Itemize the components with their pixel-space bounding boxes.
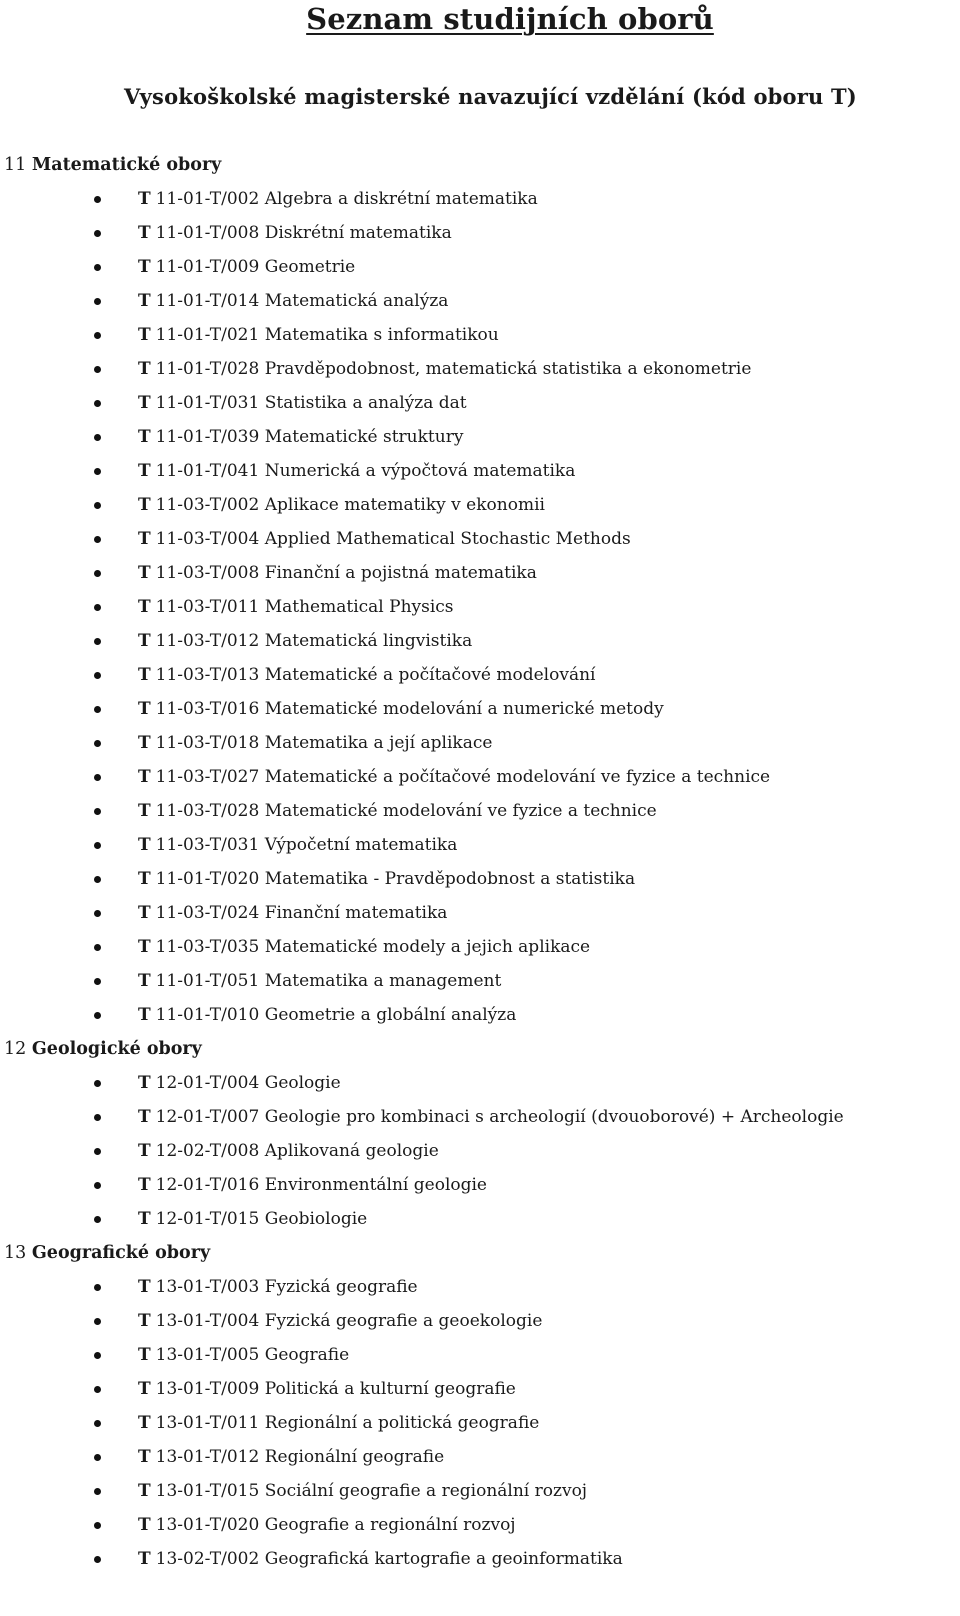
field-name: Aplikovaná geologie [264, 1141, 439, 1161]
list-item [4, 1372, 956, 1406]
field-prefix: T [138, 835, 151, 855]
field-prefix: T [138, 325, 151, 345]
field-prefix: T [138, 1481, 151, 1501]
field-code: 12-02-T/008 [155, 1141, 260, 1161]
field-name: Geologie [264, 1073, 341, 1093]
bullet-icon [94, 264, 101, 271]
list-item [4, 692, 956, 726]
field-name: Geografie a regionální rozvoj [264, 1515, 516, 1535]
group-heading [4, 1032, 956, 1066]
field-prefix: T [138, 1005, 151, 1025]
field-name: Matematické modelování ve fyzice a technice [264, 801, 657, 821]
bullet-icon [94, 842, 101, 849]
group-number: 12 [4, 1039, 27, 1059]
field-name: Regionální geografie [264, 1447, 445, 1467]
field-prefix: T [138, 903, 151, 923]
list-item [4, 1542, 956, 1576]
field-name: Finanční a pojistná matematika [264, 563, 537, 583]
field-prefix: T [138, 223, 151, 243]
field-prefix: T [138, 1345, 151, 1365]
list-item [4, 1270, 956, 1304]
list-item [4, 1100, 956, 1134]
field-prefix: T [138, 665, 151, 685]
bullet-icon [94, 1080, 101, 1087]
field-prefix: T [138, 1073, 151, 1093]
bullet-icon [94, 400, 101, 407]
list-item [4, 930, 956, 964]
field-code: 11-01-T/014 [155, 291, 260, 311]
bullet-icon [94, 1148, 101, 1155]
field-code: 11-01-T/031 [155, 393, 260, 413]
field-list [4, 182, 956, 1032]
field-code: 13-01-T/015 [155, 1481, 260, 1501]
field-name: Matematické a počítačové modelování ve fyzice a technice [264, 767, 771, 787]
field-code: 11-03-T/016 [155, 699, 260, 719]
field-name: Algebra a diskrétní matematika [264, 189, 538, 209]
field-name: Matematické struktury [264, 427, 464, 447]
field-code: 11-01-T/021 [155, 325, 260, 345]
field-code: 11-03-T/004 [155, 529, 260, 549]
field-code: 13-01-T/011 [155, 1413, 260, 1433]
field-name: Finanční matematika [264, 903, 448, 923]
field-prefix: T [138, 495, 151, 515]
field-name: Numerická a výpočtová matematika [264, 461, 576, 481]
page-title: Seznam studijních oborů [306, 2, 714, 36]
field-prefix: T [138, 461, 151, 481]
list-item [4, 862, 956, 896]
field-prefix: T [138, 563, 151, 583]
field-prefix: T [138, 1107, 151, 1127]
bullet-icon [94, 502, 101, 509]
field-name: Geobiologie [264, 1209, 368, 1229]
field-name: Matematické a počítačové modelování [264, 665, 596, 685]
field-code: 11-01-T/009 [155, 257, 260, 277]
list-item [4, 182, 956, 216]
field-name: Applied Mathematical Stochastic Methods [264, 529, 631, 549]
bullet-icon [94, 978, 101, 985]
field-name: Environmentální geologie [264, 1175, 487, 1195]
field-prefix: T [138, 291, 151, 311]
field-prefix: T [138, 733, 151, 753]
list-item [4, 318, 956, 352]
field-name: Matematická analýza [264, 291, 449, 311]
bullet-icon [94, 1386, 101, 1393]
field-prefix: T [138, 597, 151, 617]
field-prefix: T [138, 767, 151, 787]
field-code: 11-01-T/039 [155, 427, 260, 447]
field-prefix: T [138, 1311, 151, 1331]
field-name: Matematické modely a jejich aplikace [264, 937, 591, 957]
list-item [4, 1134, 956, 1168]
bullet-icon [94, 1522, 101, 1529]
bullet-icon [94, 1420, 101, 1427]
field-name: Geometrie [264, 257, 356, 277]
field-prefix: T [138, 1413, 151, 1433]
field-name: Mathematical Physics [264, 597, 454, 617]
bullet-icon [94, 1182, 101, 1189]
bullet-icon [94, 672, 101, 679]
list-item [4, 1202, 956, 1236]
field-name: Matematika a management [264, 971, 502, 991]
field-prefix: T [138, 1447, 151, 1467]
list-item [4, 1440, 956, 1474]
list-item [4, 420, 956, 454]
field-code: 11-03-T/027 [155, 767, 260, 787]
list-item [4, 1066, 956, 1100]
bullet-icon [94, 1284, 101, 1291]
bullet-icon [94, 740, 101, 747]
list-item [4, 1168, 956, 1202]
bullet-icon [94, 1556, 101, 1563]
bullet-icon [94, 230, 101, 237]
field-name: Matematická lingvistika [264, 631, 473, 651]
field-code: 13-01-T/012 [155, 1447, 260, 1467]
field-name: Geografie [264, 1345, 350, 1365]
page-subtitle: Vysokoškolské magisterské navazující vzdělání (kód oboru T) [124, 84, 857, 109]
field-name: Geologie pro kombinaci s archeologií (dvouoborové) + Archeologie [264, 1107, 844, 1127]
bullet-icon [94, 774, 101, 781]
group-name: Matematické obory [31, 155, 222, 175]
field-code: 11-03-T/013 [155, 665, 260, 685]
field-prefix: T [138, 1141, 151, 1161]
list-item [4, 352, 956, 386]
field-name: Regionální a politická geografie [264, 1413, 540, 1433]
field-prefix: T [138, 801, 151, 821]
bullet-icon [94, 638, 101, 645]
field-name: Výpočetní matematika [264, 835, 458, 855]
field-prefix: T [138, 359, 151, 379]
field-name: Diskrétní matematika [264, 223, 452, 243]
field-code: 11-03-T/011 [155, 597, 260, 617]
list-item [4, 658, 956, 692]
field-prefix: T [138, 393, 151, 413]
field-name: Matematické modelování a numerické metody [264, 699, 664, 719]
field-code: 11-03-T/002 [155, 495, 260, 515]
field-prefix: T [138, 1549, 151, 1569]
field-name: Fyzická geografie a geoekologie [264, 1311, 543, 1331]
field-prefix: T [138, 529, 151, 549]
bullet-icon [94, 910, 101, 917]
bullet-icon [94, 1114, 101, 1121]
field-prefix: T [138, 937, 151, 957]
list-item [4, 794, 956, 828]
field-code: 11-03-T/028 [155, 801, 260, 821]
bullet-icon [94, 1352, 101, 1359]
field-code: 11-01-T/008 [155, 223, 260, 243]
bullet-icon [94, 196, 101, 203]
list-item [4, 1338, 956, 1372]
field-name: Aplikace matematiky v ekonomii [264, 495, 545, 515]
field-name: Geografická kartografie a geoinformatika [264, 1549, 623, 1569]
bullet-icon [94, 706, 101, 713]
field-name: Statistika a analýza dat [264, 393, 467, 413]
field-list [4, 1066, 956, 1236]
study-fields-list [4, 148, 956, 1576]
field-prefix: T [138, 1515, 151, 1535]
list-item [4, 726, 956, 760]
list-item [4, 998, 956, 1032]
list-item [4, 454, 956, 488]
list-item [4, 1508, 956, 1542]
field-code: 11-01-T/020 [155, 869, 260, 889]
field-prefix: T [138, 1277, 151, 1297]
bullet-icon [94, 1488, 101, 1495]
list-item [4, 522, 956, 556]
field-code: 11-01-T/028 [155, 359, 260, 379]
field-code: 11-01-T/051 [155, 971, 260, 991]
bullet-icon [94, 468, 101, 475]
list-item [4, 488, 956, 522]
group-heading [4, 148, 956, 182]
list-item [4, 386, 956, 420]
bullet-icon [94, 1012, 101, 1019]
field-code: 12-01-T/007 [155, 1107, 260, 1127]
field-name: Matematika a její aplikace [264, 733, 493, 753]
bullet-icon [94, 1454, 101, 1461]
field-prefix: T [138, 1209, 151, 1229]
list-item [4, 624, 956, 658]
list-item [4, 284, 956, 318]
field-prefix: T [138, 427, 151, 447]
field-name: Fyzická geografie [264, 1277, 418, 1297]
list-item [4, 1304, 956, 1338]
list-item [4, 896, 956, 930]
field-code: 11-03-T/008 [155, 563, 260, 583]
field-prefix: T [138, 869, 151, 889]
list-item [4, 1406, 956, 1440]
bullet-icon [94, 298, 101, 305]
bullet-icon [94, 570, 101, 577]
bullet-icon [94, 332, 101, 339]
field-name: Sociální geografie a regionální rozvoj [264, 1481, 588, 1501]
field-code: 11-03-T/024 [155, 903, 260, 923]
field-prefix: T [138, 1379, 151, 1399]
field-code: 11-03-T/018 [155, 733, 260, 753]
field-code: 11-01-T/010 [155, 1005, 260, 1025]
field-prefix: T [138, 257, 151, 277]
field-code: 13-02-T/002 [155, 1549, 260, 1569]
list-item [4, 760, 956, 794]
bullet-icon [94, 366, 101, 373]
field-code: 11-03-T/035 [155, 937, 260, 957]
field-list [4, 1270, 956, 1576]
bullet-icon [94, 808, 101, 815]
field-name: Matematika s informatikou [264, 325, 499, 345]
bullet-icon [94, 1318, 101, 1325]
field-name: Geometrie a globální analýza [264, 1005, 517, 1025]
group-number: 13 [4, 1243, 27, 1263]
list-item [4, 250, 956, 284]
field-prefix: T [138, 971, 151, 991]
group-heading [4, 1236, 956, 1270]
field-code: 12-01-T/004 [155, 1073, 260, 1093]
bullet-icon [94, 536, 101, 543]
field-code: 12-01-T/015 [155, 1209, 260, 1229]
field-name: Pravděpodobnost, matematická statistika a ekonometrie [264, 359, 752, 379]
field-code: 11-01-T/041 [155, 461, 260, 481]
field-prefix: T [138, 189, 151, 209]
field-prefix: T [138, 699, 151, 719]
field-name: Matematika - Pravděpodobnost a statistika [264, 869, 636, 889]
group-number: 11 [4, 155, 27, 175]
list-item [4, 590, 956, 624]
field-code: 13-01-T/005 [155, 1345, 260, 1365]
group-name: Geografické obory [31, 1243, 211, 1263]
bullet-icon [94, 1216, 101, 1223]
bullet-icon [94, 944, 101, 951]
list-item [4, 1474, 956, 1508]
field-prefix: T [138, 631, 151, 651]
group-name: Geologické obory [31, 1039, 202, 1059]
field-code: 12-01-T/016 [155, 1175, 260, 1195]
bullet-icon [94, 876, 101, 883]
field-code: 13-01-T/003 [155, 1277, 260, 1297]
field-code: 11-01-T/002 [155, 189, 260, 209]
list-item [4, 828, 956, 862]
list-item [4, 556, 956, 590]
field-code: 13-01-T/020 [155, 1515, 260, 1535]
field-name: Politická a kulturní geografie [264, 1379, 516, 1399]
list-item [4, 216, 956, 250]
bullet-icon [94, 434, 101, 441]
list-item [4, 964, 956, 998]
field-code: 13-01-T/004 [155, 1311, 260, 1331]
field-code: 11-03-T/031 [155, 835, 260, 855]
field-code: 11-03-T/012 [155, 631, 260, 651]
field-prefix: T [138, 1175, 151, 1195]
bullet-icon [94, 604, 101, 611]
field-code: 13-01-T/009 [155, 1379, 260, 1399]
